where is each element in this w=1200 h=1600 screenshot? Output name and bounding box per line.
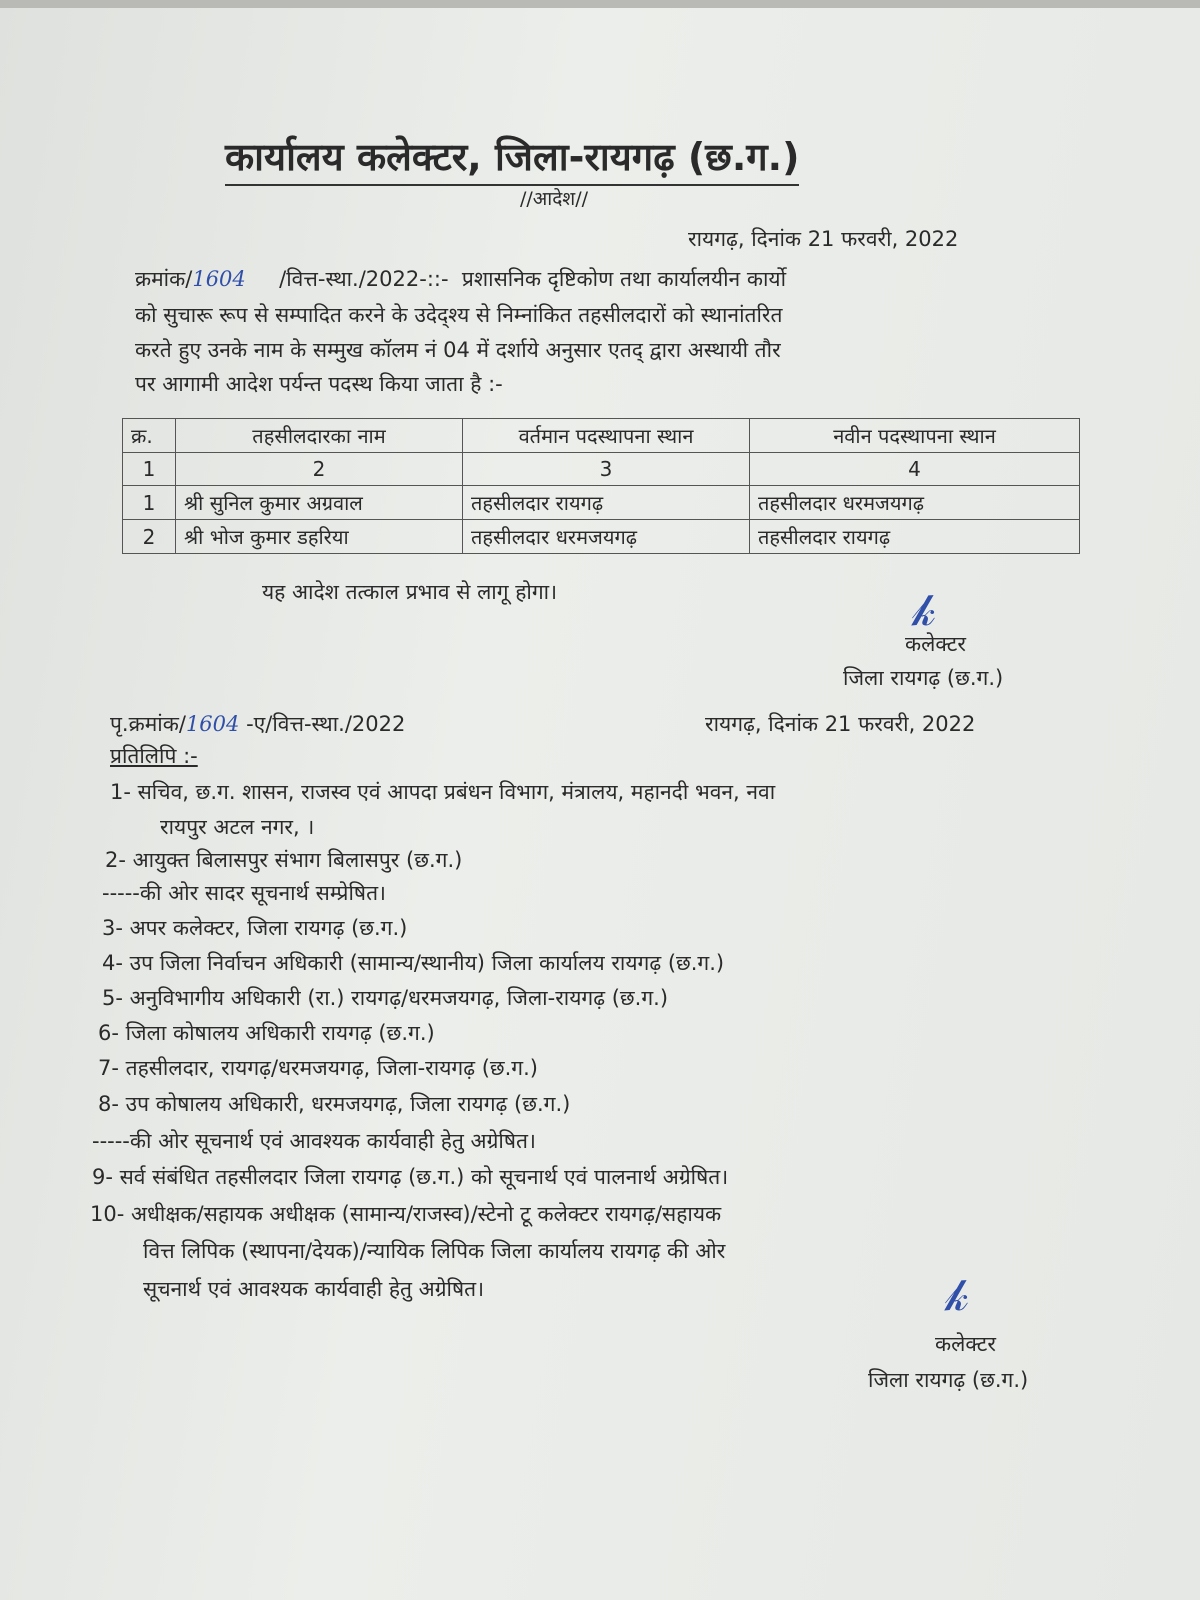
copy-line: -----की ओर सूचनार्थ एवं आवश्यक कार्यवाही हेतु अग्रेषित।	[92, 1129, 536, 1153]
copy-reference	[110, 710, 405, 738]
cell-current-posting: तहसीलदार धरमजयगढ़	[463, 520, 750, 554]
effect-statement: यह आदेश तत्काल प्रभाव से लागू होगा।	[262, 580, 558, 604]
signer-designation: कलेक्टर	[935, 1332, 996, 1356]
order-body-line: पर आगामी आदेश पर्यन्त पदस्थ किया जाता है :-	[135, 372, 503, 396]
cell-new-posting: तहसीलदार धरमजयगढ़	[750, 486, 1080, 520]
order-label: //आदेश//	[520, 188, 589, 210]
cell-name: श्री भोज कुमार डहरिया	[176, 520, 463, 554]
col-number: 4	[750, 453, 1080, 486]
copy-line: 10- अधीक्षक/सहायक अधीक्षक (सामान्य/राजस्व)/स्टेनो टू कलेक्टर रायगढ़/सहायक	[90, 1202, 722, 1226]
column-number-row	[123, 453, 1080, 486]
order-body-line: प्रशासनिक दृष्टिकोण तथा कार्यालयीन कार्यो	[461, 267, 787, 291]
signer-district: जिला रायगढ़ (छ.ग.)	[868, 1368, 1029, 1392]
copy-line: -----की ओर सादर सूचनार्थ सम्प्रेषित।	[102, 881, 386, 905]
copy-line: वित्त लिपिक (स्थापना/देयक)/न्यायिक लिपिक जिला कार्यालय रायगढ़ की ओर	[143, 1239, 726, 1263]
office-title: कार्यालय कलेक्टर, जिला-रायगढ़ (छ.ग.)	[225, 130, 799, 186]
copy-line: सूचनार्थ एवं आवश्यक कार्यवाही हेतु अग्रेषित।	[143, 1277, 485, 1301]
signer-designation: कलेक्टर	[905, 632, 966, 656]
copy-line: 6- जिला कोषालय अधिकारी रायगढ़ (छ.ग.)	[98, 1021, 435, 1045]
ref-suffix: /वित्त-स्था./2022-::-	[279, 267, 449, 291]
cell-serial: 1	[123, 486, 176, 520]
ref-prefix: क्रमांक/	[135, 267, 193, 291]
photo-edge	[0, 0, 1200, 8]
copy-line: रायपुर अटल नगर, ।	[160, 815, 315, 839]
order-body-line: करते हुए उनके नाम के सम्मुख कॉलम नं 04 में दर्शाये अनुसार एतद् द्वारा अस्थायी तौर	[135, 338, 781, 362]
copy-label: प्रतिलिपि :-	[110, 744, 198, 768]
header-cell: वर्तमान पदस्थापना स्थान	[463, 419, 750, 453]
cell-new-posting: तहसीलदार रायगढ़	[750, 520, 1080, 554]
cell-name: श्री सुनिल कुमार अग्रवाल	[176, 486, 463, 520]
ref-number-handwritten: 1604	[185, 712, 240, 736]
header-cell: तहसीलदारका नाम	[176, 419, 463, 453]
cell-current-posting: तहसीलदार रायगढ़	[463, 486, 750, 520]
table-header-row	[123, 419, 1080, 453]
header-cell: क्र.	[123, 419, 176, 453]
signature-2: 𝓀	[945, 1270, 969, 1321]
col-number: 3	[463, 453, 750, 486]
signer-district: जिला रायगढ़ (छ.ग.)	[843, 666, 1004, 690]
cell-serial: 2	[123, 520, 176, 554]
header-cell: नवीन पदस्थापना स्थान	[750, 419, 1080, 453]
col-number: 1	[123, 453, 176, 486]
ref-number-handwritten: 1604	[192, 267, 246, 291]
copy-line: 7- तहसीलदार, रायगढ़/धरमजयगढ़, जिला-रायगढ़ (छ.ग.)	[98, 1056, 538, 1080]
table-row	[123, 486, 1080, 520]
col-number: 2	[176, 453, 463, 486]
order-reference	[135, 265, 786, 293]
copy-line: 5- अनुविभागीय अधिकारी (रा.) रायगढ़/धरमजयगढ़, जिला-रायगढ़ (छ.ग.)	[102, 986, 669, 1010]
order-date: रायगढ़, दिनांक 21 फरवरी, 2022	[688, 227, 959, 251]
order-body-line: को सुचारू रूप से सम्पादित करने के उदेद्श्य से निम्नांकित तहसीलदारों को स्थानांतरित	[135, 303, 783, 327]
ref-suffix: -ए/वित्त-स्था./2022	[246, 712, 406, 736]
copy-line: 3- अपर कलेक्टर, जिला रायगढ़ (छ.ग.)	[102, 916, 408, 940]
table-row	[123, 520, 1080, 554]
copy-date: रायगढ़, दिनांक 21 फरवरी, 2022	[705, 712, 976, 736]
copy-line: 1- सचिव, छ.ग. शासन, राजस्व एवं आपदा प्रबंधन विभाग, मंत्रालय, महानदी भवन, नवा	[110, 780, 776, 804]
transfer-table	[122, 418, 1080, 554]
copy-line: 8- उप कोषालय अधिकारी, धरमजयगढ़, जिला रायगढ़ (छ.ग.)	[98, 1092, 571, 1116]
ref-prefix: पृ.क्रमांक/	[110, 712, 186, 736]
copy-line: 4- उप जिला निर्वाचन अधिकारी (सामान्य/स्थानीय) जिला कार्यालय रायगढ़ (छ.ग.)	[102, 951, 725, 975]
copy-line: 9- सर्व संबंधित तहसीलदार जिला रायगढ़ (छ.ग.) को सूचनार्थ एवं पालनार्थ अग्रेषित।	[92, 1165, 729, 1189]
copy-line: 2- आयुक्त बिलासपुर संभाग बिलासपुर (छ.ग.)	[105, 848, 463, 872]
signature-1: 𝓀	[912, 585, 936, 636]
